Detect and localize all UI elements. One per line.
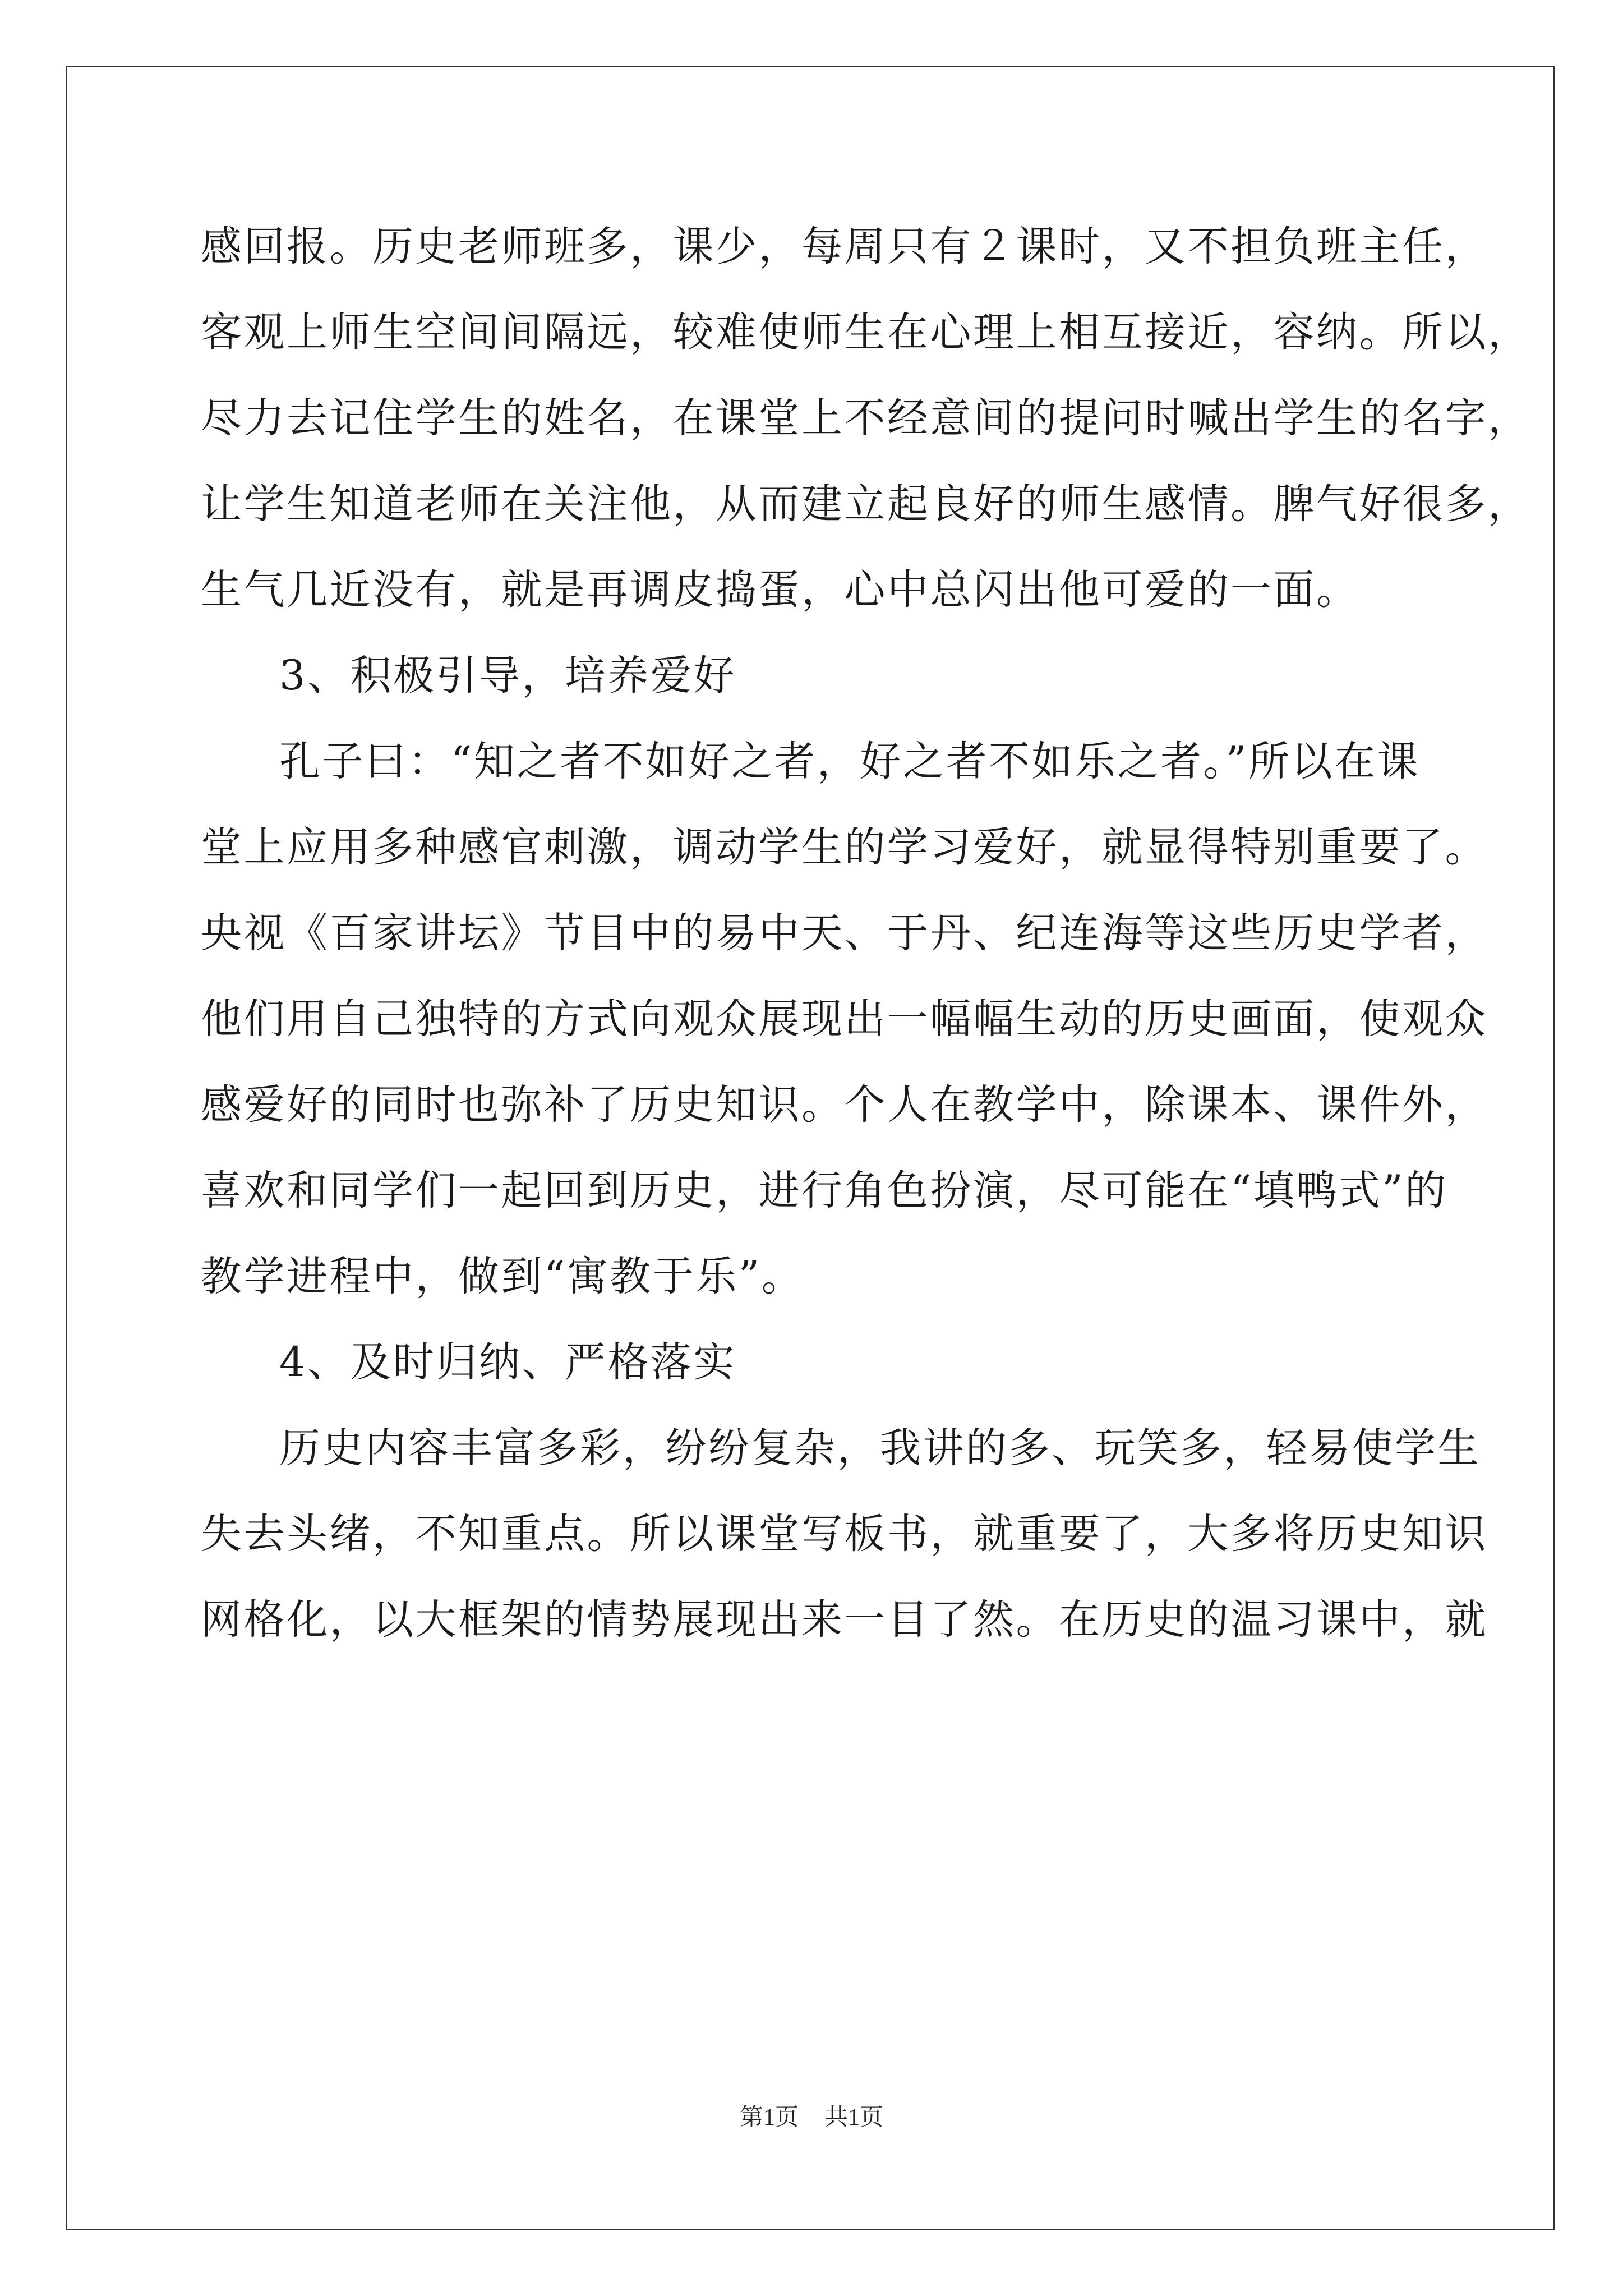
text-line: 客观上师生空间间隔远，较难使师生在心理上相互接近，容纳。所以，: [201, 309, 1531, 356]
text-line: 让学生知道老师在关注他，从而建立起良好的师生感情。脾气好很多，: [201, 480, 1531, 528]
text-line: 感爱好的同时也弥补了历史知识。个人在教学中，除课本、课件外，: [201, 1081, 1488, 1129]
text-line: 教学进程中，做到“寓教于乐”。: [201, 1253, 805, 1300]
paragraph-first-line: 历史内容丰富多彩，纷纷复杂，我讲的多、玩笑多，轻易使学生: [279, 1424, 1481, 1472]
text-line: 尽力去记住学生的姓名，在课堂上不经意间的提问时喊出学生的名字，: [201, 394, 1531, 442]
text-line: 堂上应用多种感官刺激，调动学生的学习爱好，就显得特别重要了。: [201, 823, 1488, 871]
page-total: 共1页: [824, 2105, 884, 2131]
text-line: 央视《百家讲坛》节目中的易中天、于丹、纪连海等这些历史学者，: [201, 909, 1488, 957]
text-line: 生气几近没有，就是再调皮捣蛋，心中总闪出他可爱的一面。: [201, 566, 1359, 614]
page-footer: [0, 2101, 1623, 2134]
section-heading: 3、积极引导，培养爱好: [279, 652, 736, 700]
text-line: 网格化，以大框架的情势展现出来一目了然。在历史的温习课中，就: [201, 1596, 1488, 1644]
paragraph-first-line: 孔子曰：“知之者不如好之者，好之者不如乐之者。”所以在课: [279, 738, 1421, 785]
text-line: 感回报。历史老师班多，课少，每周只有２课时，又不担负班主任，: [201, 223, 1488, 270]
section-heading: 4、及时归纳、严格落实: [279, 1338, 736, 1386]
page-number: 第1页: [739, 2105, 799, 2131]
text-line: 他们用自己独特的方式向观众展现出一幅幅生动的历史画面，使观众: [201, 995, 1488, 1043]
text-line: 喜欢和同学们一起回到历史，进行角色扮演，尽可能在“填鸭式”的: [201, 1167, 1448, 1214]
text-line: 失去头绪，不知重点。所以课堂写板书，就重要了，大多将历史知识: [201, 1510, 1488, 1558]
